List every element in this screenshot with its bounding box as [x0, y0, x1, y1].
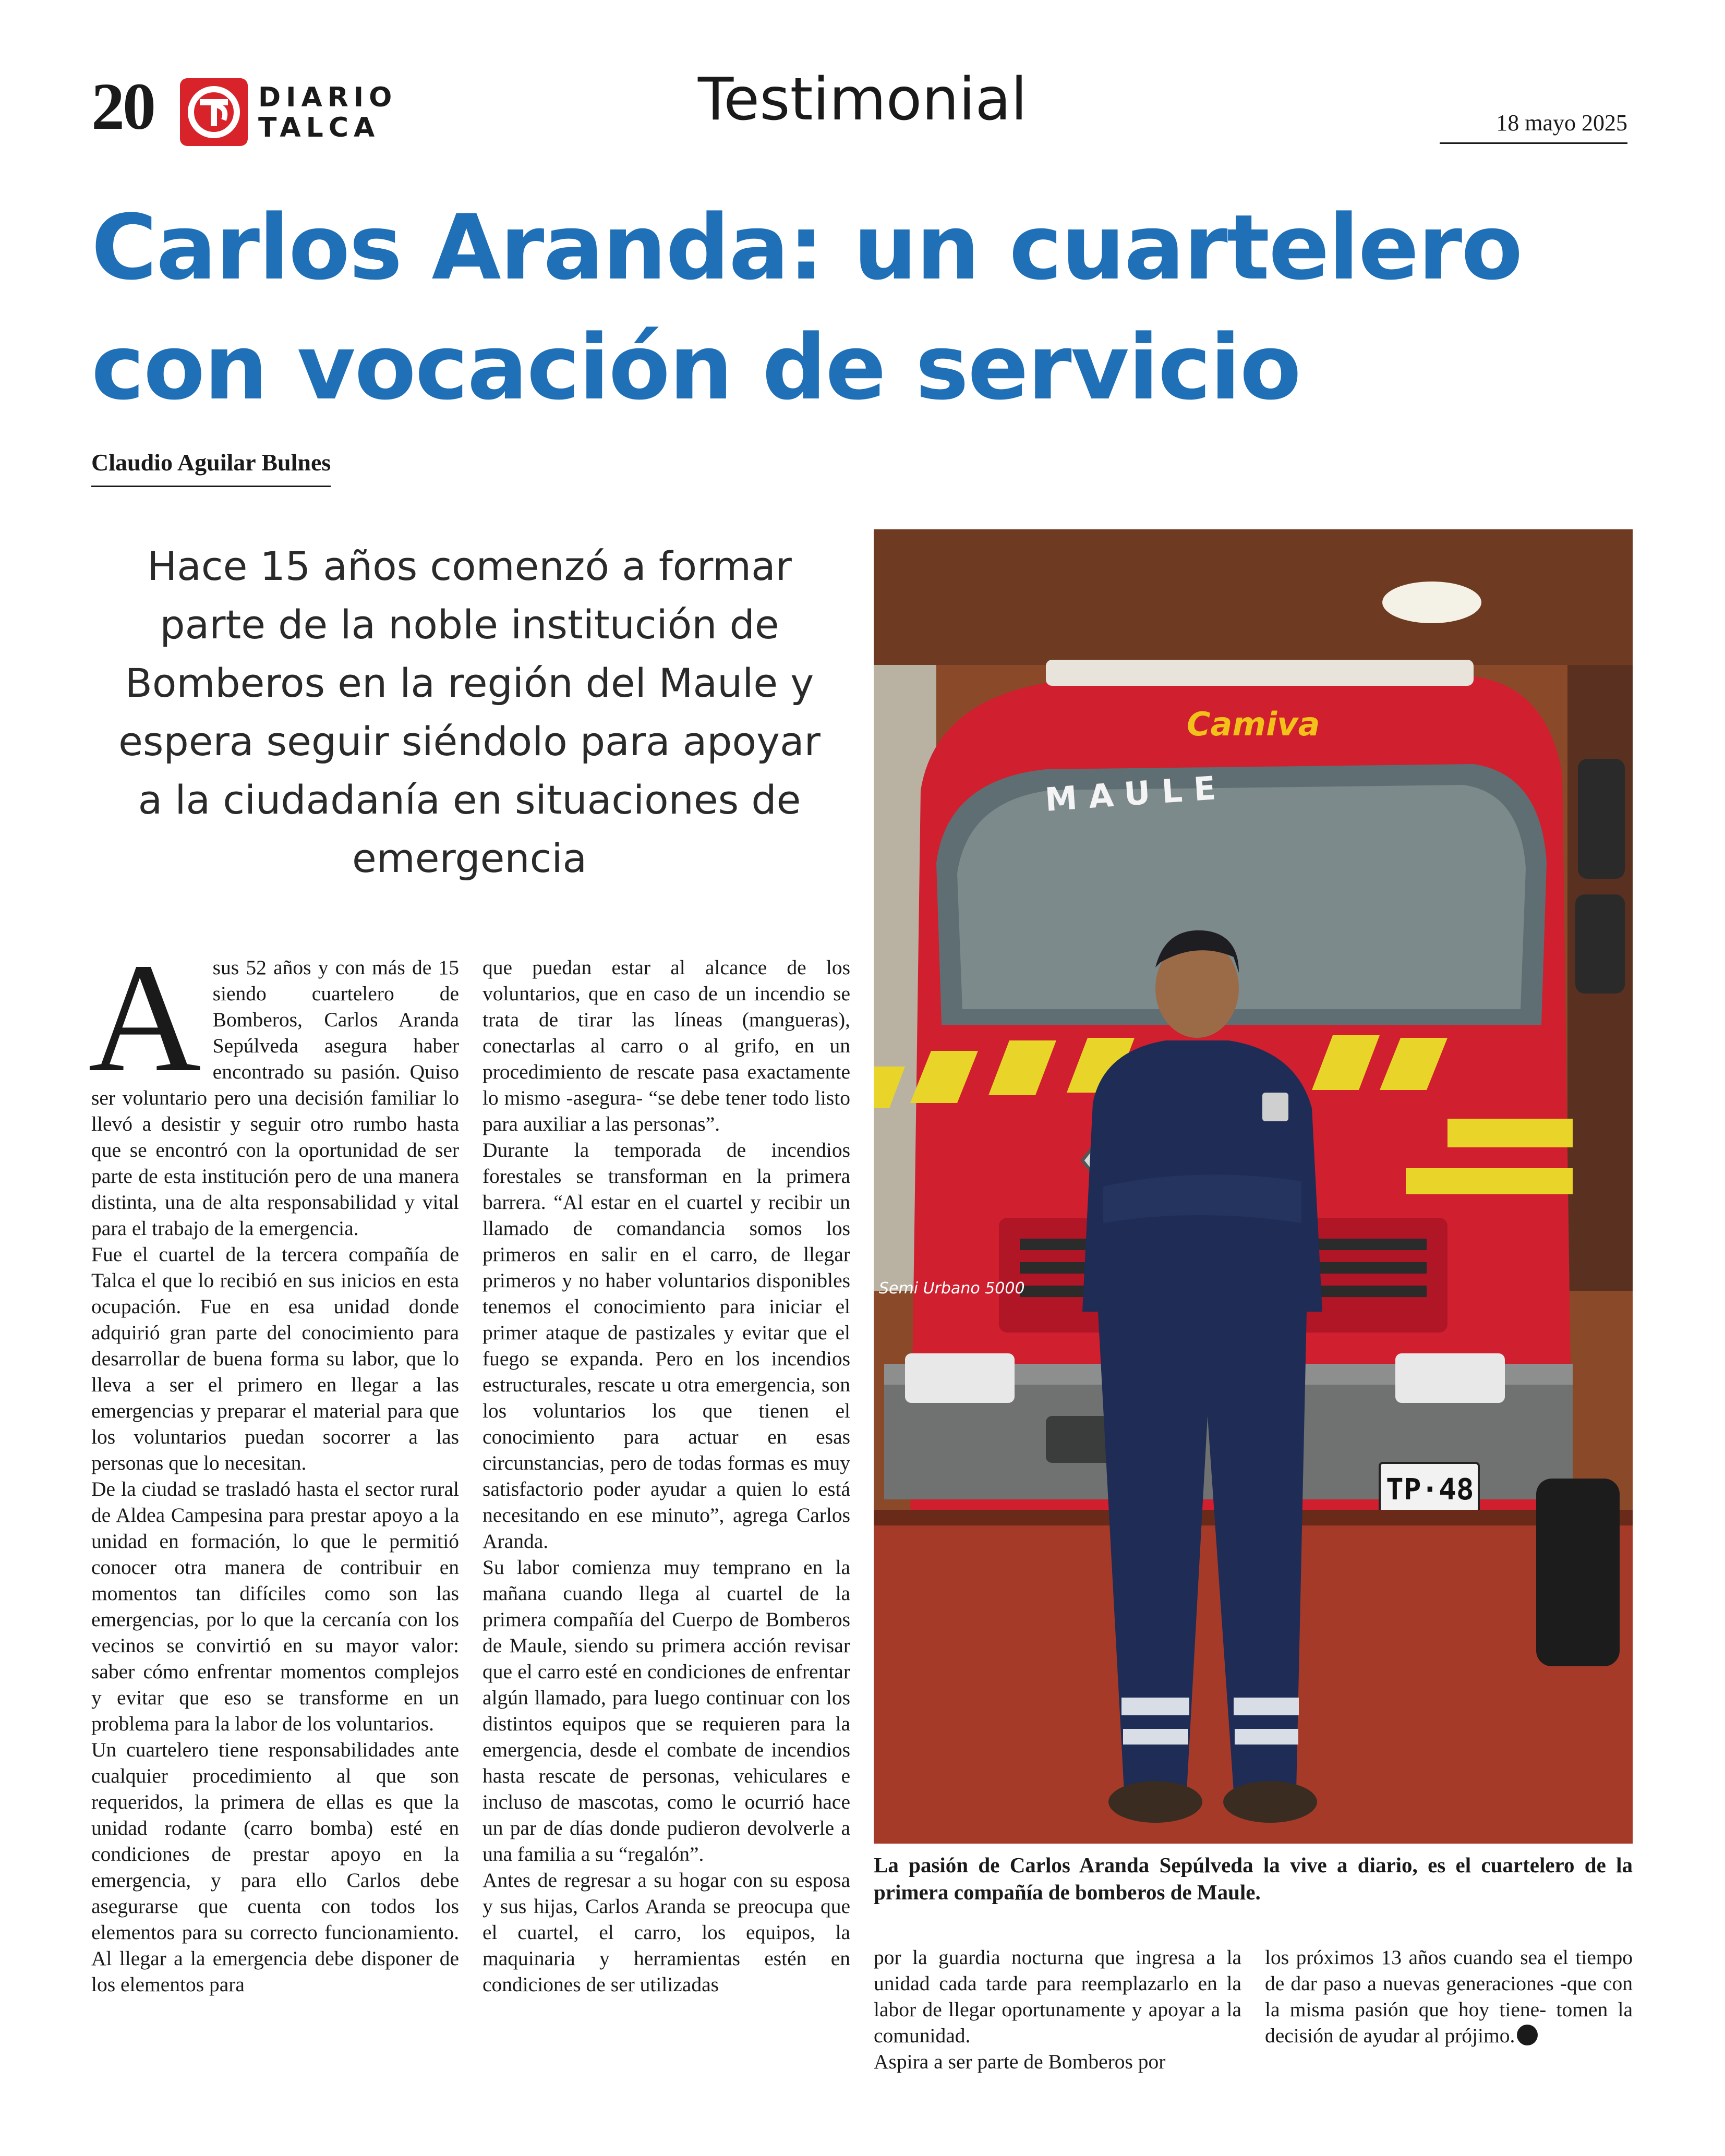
page-number: 20: [91, 69, 154, 143]
body-column-2: [482, 954, 850, 1997]
ceiling-light-icon: [1382, 582, 1481, 623]
lead-line: a la ciudadanía en situaciones de: [138, 777, 801, 823]
lead-line: espera seguir siéndolo para apoyar: [118, 718, 821, 765]
logo-line-2: TALCA: [258, 112, 380, 143]
fire-truck-photo: [874, 529, 1633, 1844]
section-title: Testimonial: [697, 66, 1028, 134]
drop-cap: A: [88, 931, 201, 1104]
body-paragraph: que puedan estar al alcance de los voluntarios, que en caso de un incendio se trata de tirar las líneas (mangueras), conectarlas al carro o al grifo, en un procedimiento de rescate pasa exactamente lo mismo -asegura- “se debe tener todo listo para auxiliar a las personas”.: [482, 956, 850, 1135]
body-paragraph: Durante la temporada de incendios forestales se transforman en la primera barrera. “Al estar en el cuartel y recibir un llamado de comandancia somos los primeros en salir en el carro, de llegar primeros y no haber voluntarios disponibles tenemos el conocimiento para iniciar el primer ataque de pastizales y evitar que el fuego se expanda. Pero en los incendios estructurales, rescate u otra emergencia, son los voluntarios los que tienen el conocimiento para actuar en esas circunstancias, pero de todas formas es muy satisfactorio poder ayudar a quien lo está necesitando en ese minuto”, agrega Carlos Aranda.: [482, 1138, 850, 1553]
truck-model: Semi Urbano 5000: [879, 1279, 1025, 1298]
body-paragraph: Aspira a ser parte de Bomberos por: [874, 2050, 1166, 2073]
truck-brand: Camiva: [1187, 705, 1320, 743]
body-paragraph: A sus 52 años y con más de 15 siendo cuartelero de Bomberos, Carlos Aranda Sepúlveda asegura haber encontrado su pasión. Quiso ser voluntario pero una decisión familiar lo llevó a desistir y seguir otro rumbo hasta que se encontró con la oportunidad de ser parte de esta institución pero de una manera distinta, una de alta responsabilidad y vital para el trabajo de la emergencia.: [88, 931, 459, 1240]
truck-name: MAULE: [1043, 768, 1229, 819]
photo-caption: La pasión de Carlos Aranda Sepúlveda la vive a diario, es el cuartelero de la primera compañía de bomberos de Maule.: [874, 1853, 1633, 1904]
body-column-4: [1265, 1944, 1633, 2049]
lead-line: emergencia: [352, 835, 587, 881]
end-mark-icon: [1517, 2025, 1538, 2045]
body-paragraph: por la guardia nocturna que ingresa a la unidad cada tarde para reemplazarlo en la labor de llegar oportunamente y apoyar a la comunidad.: [874, 1946, 1241, 2047]
lead-line: Hace 15 años comenzó a formar: [147, 543, 792, 589]
body-paragraph: Antes de regresar a su hogar con su esposa y sus hijas, Carlos Aranda se preocupa que el cuartel, el carro, los equipos, la maquinaria y herramientas estén en condiciones de ser utilizadas: [482, 1869, 850, 1996]
issue-date: 18 mayo 2025: [1440, 110, 1627, 144]
headline-line-1: Carlos Aranda: un cuartelero: [91, 195, 1522, 300]
headline-line-2: con vocación de servicio: [91, 315, 1300, 420]
body-paragraph: Su labor comienza muy temprano en la mañana cuando llega al cuartel de la primera compañía del Cuerpo de Bomberos de Maule, siendo su primera acción revisar que el carro esté en condiciones de enfrentar algún llamado, para luego continuar con los distintos equipos que se requieren para la emergencia, desde el combate de incendios hasta rescate de personas, vehiculares e incluso de mascotas, como le ocurrió hace un par de días donde pudieron devolverle a una familia a su “regalón”.: [482, 1556, 850, 1866]
logo-line-1: DIARIO: [258, 82, 397, 113]
headline: [91, 188, 1656, 428]
lead-line: Bomberos en la región del Maule y: [125, 660, 814, 706]
body-paragraph: Un cuartelero tiene responsabilidades ante cualquier procedimiento al que son requeridos, la primera de ellas es que la unidad rodante (carro bomba) esté en condiciones de prestar apoyo en la emergencia, y para ello Carlos debe asegurarse que cuenta con todos los elementos para su correcto funcionamiento. Al llegar a la emergencia debe disponer de los elementos para: [91, 1738, 459, 1996]
body-paragraph: Fue el cuartel de la tercera compañía de Talca el que lo recibió en sus inicios en esta ocupación. Fue en esa unidad donde adquirió gran parte del conocimiento para desarrollar de buena forma su labor, que lo lleva a ser el primero en llegar a las emergencias y preparar el material para que los voluntarios puedan socorrer a las personas que lo necesitan.: [91, 1243, 459, 1474]
licence-plate: TP·48: [1386, 1473, 1474, 1507]
article-photo: [874, 529, 1633, 1844]
lead-paragraph: [83, 537, 855, 888]
body-column-1: [88, 931, 459, 1997]
lead-line: parte de la noble institución de: [160, 601, 779, 648]
body-paragraph: De la ciudad se trasladó hasta el sector rural de Aldea Campesina para prestar apoyo a la unidad en formación, lo que le permitió conocer otra manera de contribuir en momentos tan difíciles como son las emergencias, por lo que la cercanía con los vecinos se convirtió en su mayor valor: saber cómo enfrentar momentos complejos y evitar que eso se transforme en un problema para la labor de los voluntarios.: [91, 1477, 459, 1735]
body-column-3: [874, 1944, 1241, 2075]
byline: Claudio Aguilar Bulnes: [91, 449, 331, 487]
body-paragraph: los próximos 13 años cuando sea el tiempo de dar paso a nuevas generaciones -que con la misma pasión que hoy tiene- tomen la decisión de ayudar al prójimo.: [1265, 1946, 1633, 2047]
